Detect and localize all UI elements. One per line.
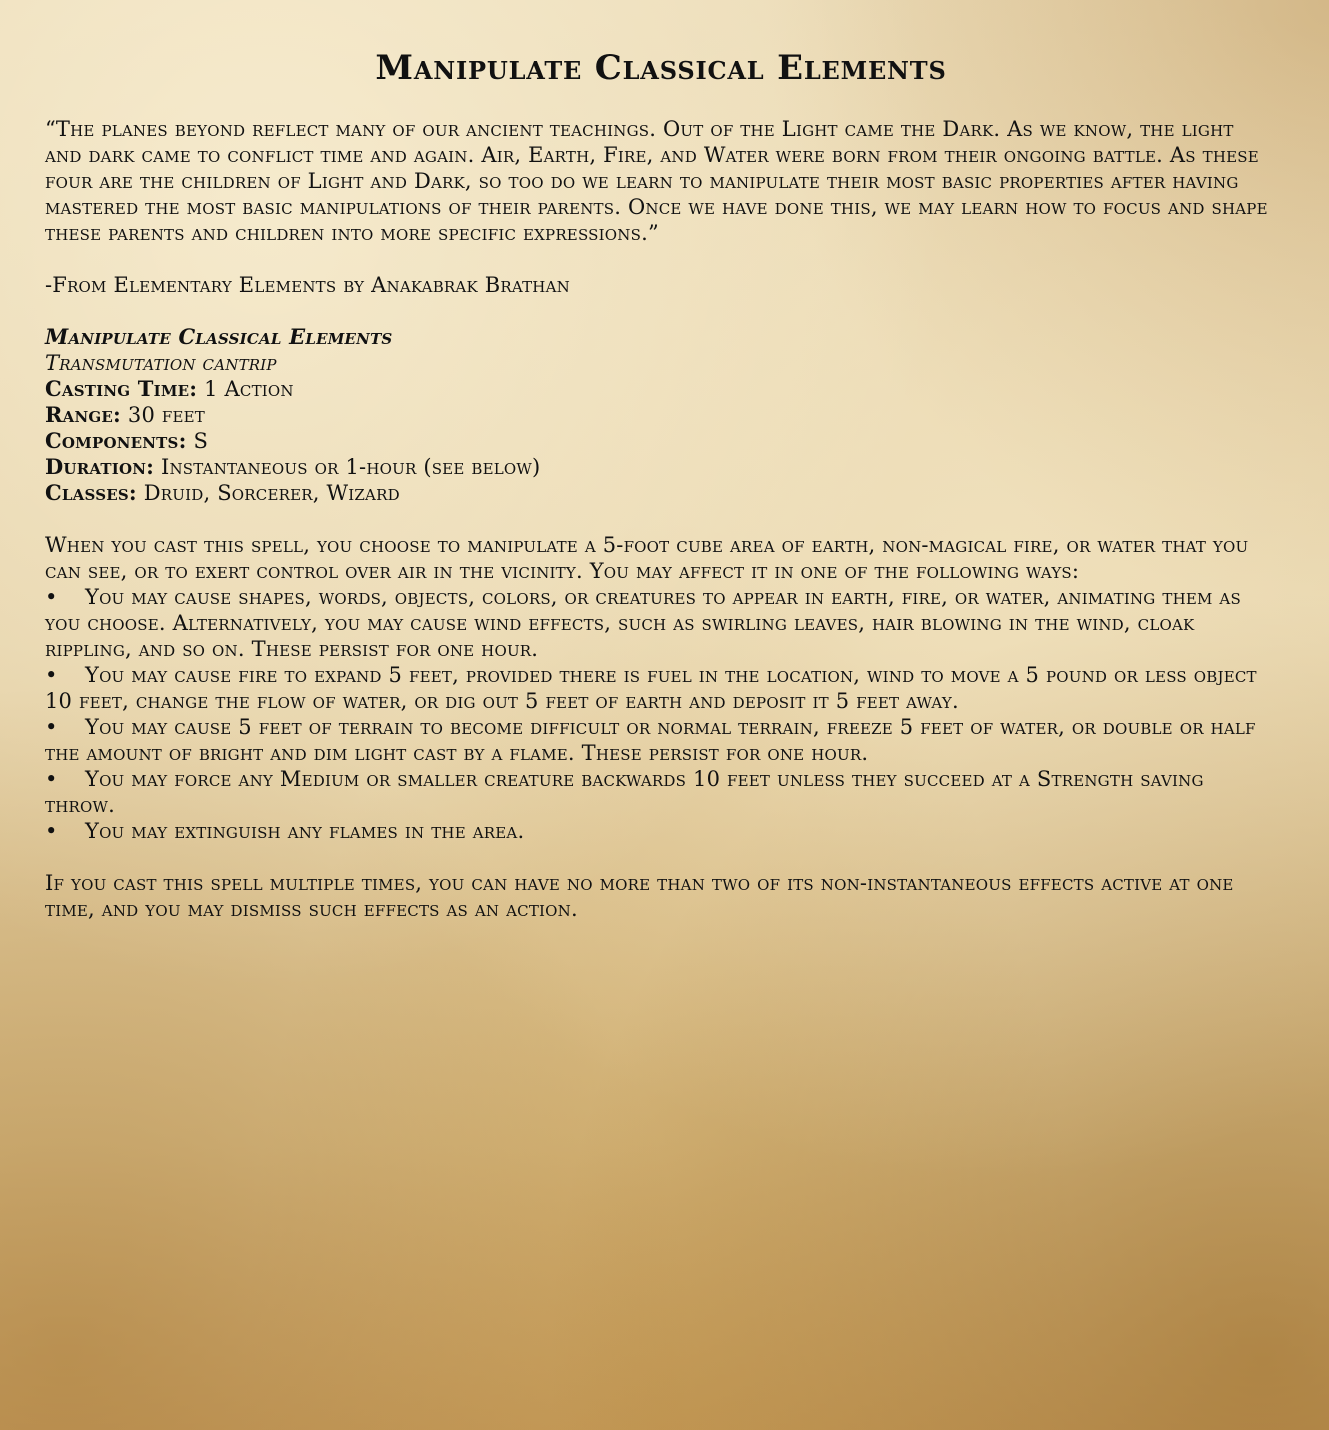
stat-value: 1 Action (204, 377, 294, 401)
stat-classes (45, 480, 1277, 506)
stat-value: 30 feet (127, 403, 205, 427)
spell-name: Manipulate Classical Elements (45, 324, 393, 349)
spacer (45, 506, 1277, 532)
bullet-icon: • (45, 585, 58, 609)
effect-text: You may cause fire to expand 5 feet, provided there is fuel in the location, wind to move a 5 pound or less object 10 feet, change the flow of water, or dig out 5 feet of earth and deposit it 5 feet away. (45, 663, 1257, 713)
spell-school: Transmutation cantrip (45, 351, 277, 375)
stat-value: Instantaneous or 1-hour (see below) (160, 455, 541, 479)
stat-duration (45, 454, 1277, 480)
bullet-icon: • (45, 715, 58, 739)
page-title: Manipulate Classical Elements (375, 48, 947, 88)
stat-value: S (193, 429, 209, 453)
stat-casting-time (45, 376, 1277, 402)
stat-components (45, 428, 1277, 454)
list-item (45, 584, 1277, 662)
quote-attribution: -From Elementary Elements by Anakabrak Brathan (45, 273, 570, 297)
stat-label: Components: (45, 428, 187, 453)
effect-text: You may force any Medium or smaller creature backwards 10 feet unless they succeed at a Strength saving throw. (45, 767, 1204, 817)
spacer (45, 246, 1277, 272)
spacer (45, 844, 1277, 870)
stat-value: Druid, Sorcerer, Wizard (143, 481, 400, 505)
effect-text: You may extinguish any flames in the area. (85, 819, 525, 843)
list-item (45, 662, 1277, 714)
list-item (45, 818, 1277, 844)
bullet-icon: • (45, 663, 58, 687)
effect-text: You may cause shapes, words, objects, colors, or creatures to appear in earth, fire, or water, animating them as you choose. Alternatively, you may cause wind effects, such as swirling leaves, hair blowing in the wind, cloak rippling, and so on. These persist for one hour. (45, 585, 1241, 661)
spell-closing: If you cast this spell multiple times, you can have no more than two of its non-instantaneous effects active at one time, and you may dismiss such effects as an action. (45, 871, 1234, 921)
stat-label: Range: (45, 402, 121, 427)
spell-description: When you cast this spell, you choose to manipulate a 5-foot cube area of earth, non-magical fire, or water that you can see, or to exert control over air in the vicinity. You may affect it in one of the following ways: (45, 533, 1249, 583)
list-item (45, 766, 1277, 818)
stat-label: Duration: (45, 454, 155, 479)
bullet-icon: • (45, 767, 58, 791)
flavor-quote: “The planes beyond reflect many of our ancient teachings. Out of the Light came the Dark. As we know, the light and dark came to conflict time and again. Air, Earth, Fire, and Water were born from their ongoing battle. As these four are the children of Light and Dark, so too do we learn to manipulate their most basic properties after having mastered the most basic manipulations of their parents. Once we have done this, we may learn how to focus and shape these parents and children into more specific expressions.” (45, 117, 1268, 245)
spacer (45, 298, 1277, 324)
stat-range (45, 402, 1277, 428)
bullet-icon: • (45, 819, 58, 843)
stat-label: Classes: (45, 480, 137, 505)
spell-page (45, 48, 1277, 922)
list-item (45, 714, 1277, 766)
spell-block (45, 324, 1277, 506)
effects-list (45, 584, 1277, 844)
stat-label: Casting Time: (45, 376, 198, 401)
effect-text: You may cause 5 feet of terrain to become difficult or normal terrain, freeze 5 feet of water, or double or half the amount of bright and dim light cast by a flame. These persist for one hour. (45, 715, 1256, 765)
